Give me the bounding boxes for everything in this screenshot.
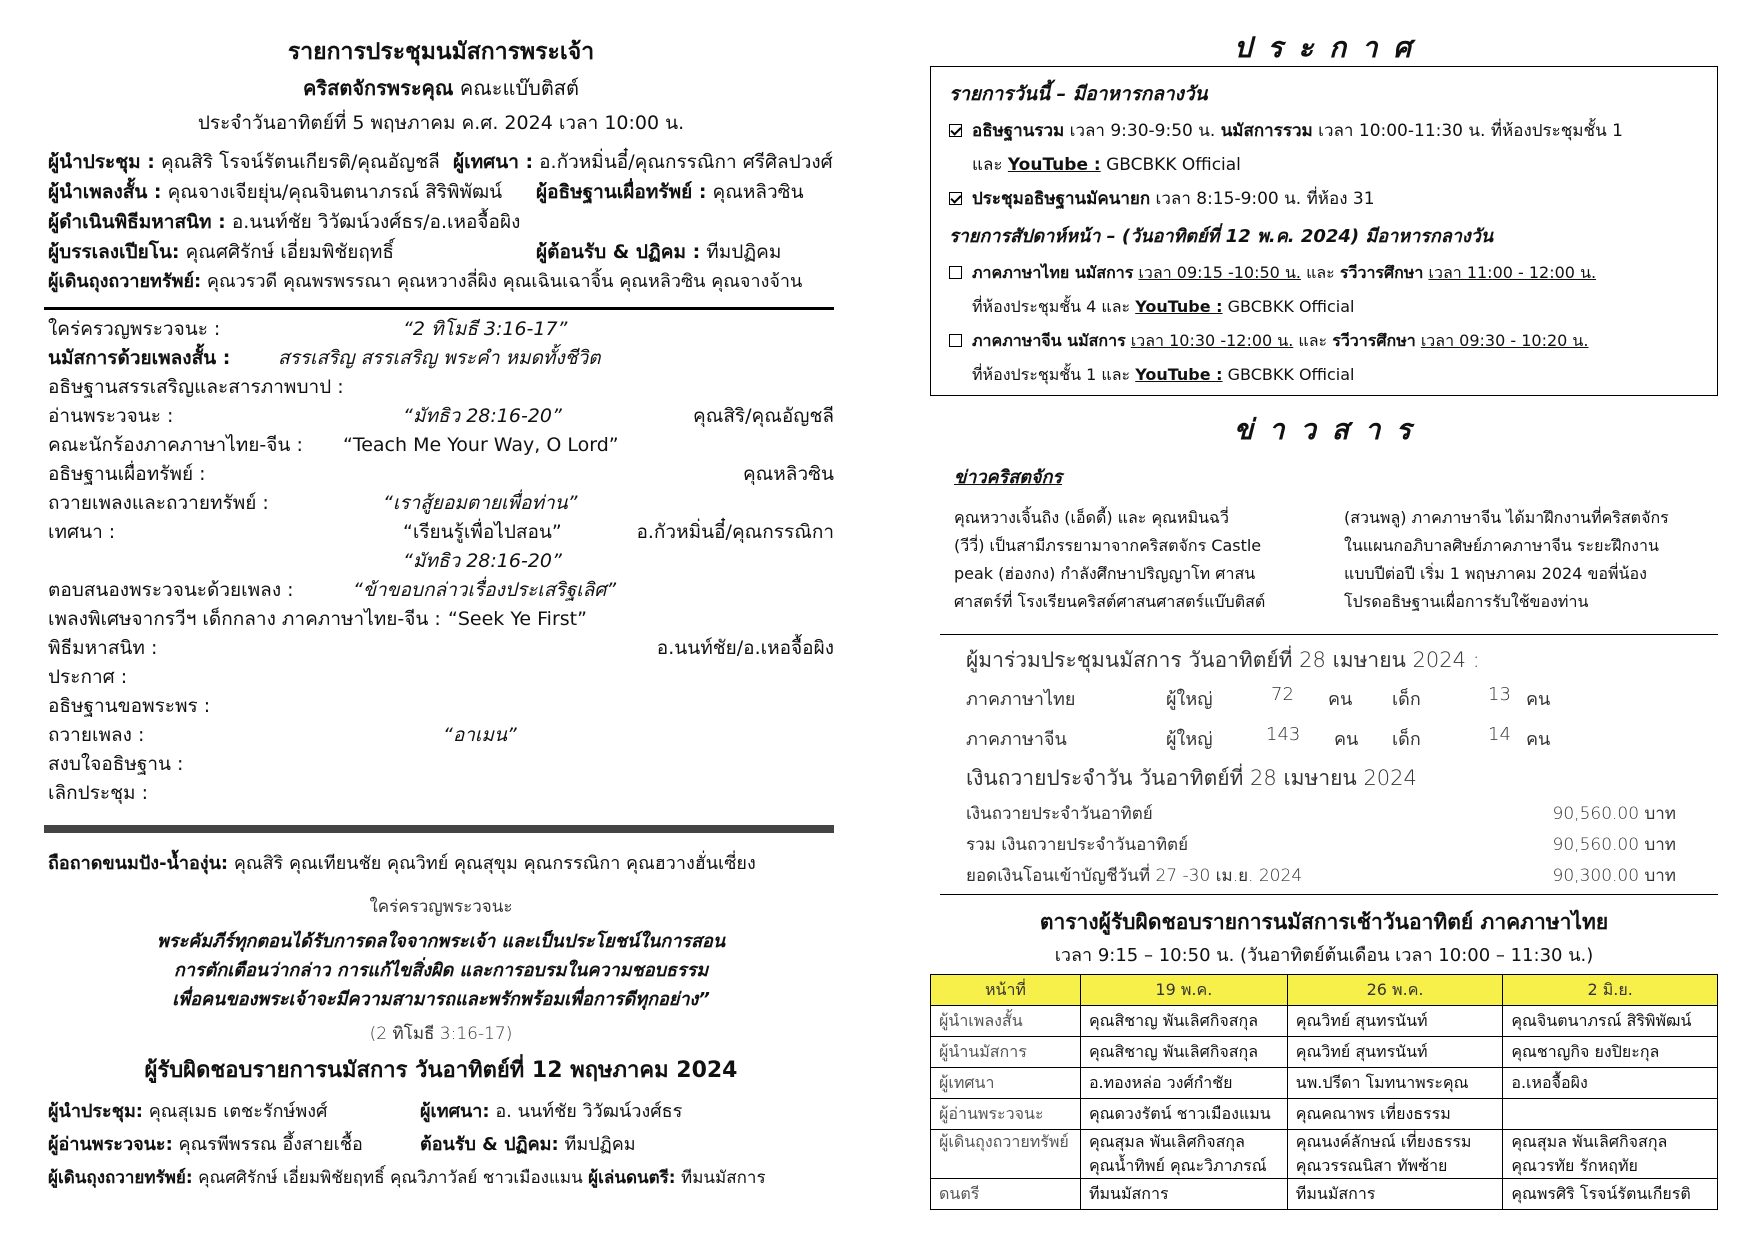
role-value: ทีมปฏิคม — [706, 241, 782, 263]
offering-row: ยอดเงินโอนเข้าบัญชีวันที่ 27 -30 เม.ย. 2024 90,300.00 บาท — [966, 866, 1676, 886]
next-role-row: ผู้อ่านพระวจนะ: คุณรพีพรรณ อึ้งสายเชื้อ ต้อนรับ & ปฏิคม: ทีมปฏิคม — [48, 1134, 636, 1155]
tray-row — [48, 850, 834, 878]
role-label: ผู้นำเพลงสั้น : — [48, 181, 162, 203]
table-row: ดนตรี ทีมนมัสการ ทีมนมัสการ คุณพรศิริ โรจน์รัตนเกียรติ — [931, 1179, 1718, 1210]
order-item: อธิษฐานขอพระพร : — [48, 695, 211, 717]
attendance-title: ผู้มาร่วมประชุมนมัสการ วันอาทิตย์ที่ 28 เมษายน 2024 : — [966, 648, 1480, 672]
service-title: รายการประชุมนมัสการพระเจ้า — [287, 39, 595, 65]
table-row: ผู้อ่านพระวจนะ คุณดวงรัตน์ ชาวเมืองแมน คุณคณาพร เที่ยงธรรม — [931, 1099, 1718, 1130]
church-name — [48, 72, 834, 104]
role-label: ผู้เทศนา : — [453, 151, 534, 173]
divider — [44, 307, 834, 310]
tray-value: คุณสิริ คุณเทียนชัย คุณวิทย์ คุณสุขุม คุณกรรณิกา คุณฮวางฮั่นเซี่ยง — [233, 853, 756, 874]
next-item: ภาคภาษาไทย นมัสการ เวลา 09:15 -10:50 น. และ รวีวารศึกษา เวลา 11:00 - 12:00 น. — [949, 261, 1596, 286]
verse-line: พระคัมภีร์ทุกตอนได้รับการดลใจจากพระเจ้า และเป็นประโยชน์ในการสอน — [156, 931, 726, 952]
next-item: ภาคภาษาจีน นมัสการ เวลา 10:30 -12:00 น. และ รวีวารศึกษา เวลา 09:30 - 10:20 น. — [949, 329, 1588, 354]
offering-row: รวม เงินถวายประจำวันอาทิตย์ 90,560.00 บาท — [966, 835, 1676, 855]
youtube-link[interactable]: YouTube : — [1007, 155, 1101, 175]
role-label: ผู้ดำเนินพิธีมหาสนิท : — [48, 211, 226, 233]
checkbox-checked-icon — [949, 124, 962, 137]
announce-title: ป ร ะ ก า ศ — [1233, 31, 1415, 64]
verse-heading: ใคร่ครวญพระวจนะ — [369, 897, 513, 917]
role-label: ผู้อธิษฐานเผื่อทรัพย์ : — [536, 181, 707, 203]
schedule-table — [930, 974, 1718, 1210]
church: คริสตจักรพระคุณ — [303, 76, 454, 100]
checkbox-empty-icon — [949, 266, 962, 279]
role-row — [48, 268, 834, 296]
church-news-heading: ข่าวคริสตจักร — [954, 467, 1063, 488]
youtube-link[interactable]: YouTube : — [1135, 365, 1223, 384]
next-week-heading: รายการสัปดาห์หน้า – (วันอาทิตย์ที่ 12 พ.ค. 2024) มีอาหารกลางวัน — [949, 226, 1494, 247]
today-heading: รายการวันนี้ – มีอาหารกลางวัน — [949, 83, 1208, 105]
service-date: ประจำวันอาทิตย์ที่ 5 พฤษภาคม ค.ศ. 2024 เวลา 10:00 น. — [197, 112, 685, 134]
denomination: คณะแบ๊บติสต์ — [459, 76, 579, 100]
divider — [940, 894, 1718, 895]
table-header-row — [931, 975, 1718, 1006]
offering-title: เงินถวายประจำวัน วันอาทิตย์ที่ 28 เมษายน 2024 — [966, 766, 1417, 790]
attendance-row: ภาคภาษาไทย ผู้ใหญ่ 72 คน เด็ก 13 คน — [966, 684, 1551, 710]
role-label: ผู้เดินถุงถวายทรัพย์: — [48, 271, 202, 292]
order-item: นมัสการด้วยเพลงสั้น : สรรเสริญ สรรเสริญ พระคำ หมดทั้งชีวิต — [48, 347, 601, 369]
youtube-link[interactable]: YouTube : — [1135, 297, 1223, 316]
divider — [940, 634, 1718, 635]
next-item-line2: ที่ห้องประชุมชั้น 1 และ YouTube : GBCBKK Official — [972, 365, 1355, 384]
order-item: อธิษฐานเผื่อทรัพย์ : คุณหลิวซิน — [48, 463, 834, 485]
news-col-2: (สวนพลู) ภาคภาษาจีน ได้มาฝึกงานที่คริสตจักร ในแผนกอภิบาลศิษย์ภาคภาษาจีน ระยะฝึกงาน แบบปีต่อปี เริ่ม 1 พฤษภาคม 2024 ขอพี่น้อง โปรดอธิษฐานเผื่อการรับใช้ของท่าน — [1344, 508, 1669, 611]
order-item: อธิษฐานสรรเสริญและสารภาพบาป : — [48, 376, 344, 398]
verse-line: การตักเตือนว่ากล่าว การแก้ไขสิ่งผิด และการอบรมในความชอบธรรม — [173, 960, 709, 981]
next-week-title: ผู้รับผิดชอบรายการนมัสการ วันอาทิตย์ที่ 12 พฤษภาคม 2024 — [144, 1058, 738, 1083]
role-value: คุณวรวดี คุณพรพรรณา คุณหวางลี่ผิง คุณเฉินเฉาจิ้น คุณหลิวซิน คุณจางจ้าน — [206, 271, 803, 292]
schedule-title: ตารางผู้รับผิดชอบรายการนมัสการเช้าวันอาทิตย์ ภาคภาษาไทย — [1039, 910, 1609, 934]
news-col-1: คุณหวางเจิ้นถิง (เอ็ดดี้) และ คุณหมินฉวี่ (วีวี่) เป็นสามีภรรยามาจากคริสตจักร Castle peak (ฮ่องกง) กำลังศึกษาปริญญาโท ศาสน ศาสตร์ที่ โรงเรียนคริสต์ศาสนศาสตร์แบ๊บติสต์ — [954, 508, 1266, 611]
order-item: เลิกประชุม : — [48, 782, 148, 804]
table-row: ผู้เดินถุงถวายทรัพย์ คุณสุมล พันเลิศกิจสกุล คุณน้ำทิพย์ คุณะวิภาภรณ์ คุณนงค์ลักษณ์ เที่ยงธรรม คุณวรรณนิสา ทัพซ้าย คุณสุมล พันเลิศกิจสกุล คุณวรทัย รักหฤทัย — [931, 1130, 1718, 1179]
role-label: ผู้บรรเลงเปียโน: — [48, 241, 180, 263]
announce-box — [930, 66, 1718, 396]
column-header: หน้าที่ — [931, 975, 1081, 1006]
checkbox-checked-icon — [949, 192, 962, 205]
today-item: อธิษฐานรวม เวลา 9:30-9:50 น. นมัสการรวม เวลา 10:00-11:30 น. ที่ห้องประชุมชั้น 1 — [949, 117, 1623, 144]
order-item: ประกาศ : — [48, 666, 128, 688]
order-item: “มัทธิว 28:16-20” — [403, 550, 562, 572]
order-item: พิธีมหาสนิท : อ.นนท์ชัย/อ.เหอจื้อผิง — [48, 637, 834, 659]
news-title: ข่ า ว ส า ร — [1233, 413, 1415, 446]
role-value: คุณศศิรักษ์ เอี่ยมพิชัยฤทธิ์ — [185, 241, 395, 263]
role-value: คุณจางเจียยุ่น/คุณจินตนาภรณ์ สิริพิพัฒน์ — [167, 181, 503, 203]
next-item-line2: ที่ห้องประชุมชั้น 4 และ YouTube : GBCBKK Official — [972, 297, 1355, 316]
column-header: 2 มิ.ย. — [1503, 975, 1718, 1006]
table-row: ผู้นำเพลงสั้น คุณสิชาญ พันเลิศกิจสกุล คุณวิทย์ สุนทรนันท์ คุณจินตนาภรณ์ สิริพิพัฒน์ — [931, 1006, 1718, 1037]
offering-row: เงินถวายประจำวันอาทิตย์ 90,560.00 บาท — [966, 804, 1676, 824]
order-item: ใคร่ครวญพระวจนะ : “2 ทิโมธี 3:16-17” — [48, 318, 568, 340]
column-header: 26 พ.ค. — [1287, 975, 1503, 1006]
tray-label: ถือถาดขนมปัง-น้ำองุ่น: — [48, 853, 229, 874]
order-item: เทศนา : “เรียนรู้เพื่อไปสอน” อ.กัวหมิ่นอี๋/คุณกรรณิกา — [48, 521, 834, 543]
order-item: เพลงพิเศษจากรวีฯ เด็กกลาง ภาคภาษาไทย-จีน : “Seek Ye First” — [48, 608, 587, 630]
column-header: 19 พ.ค. — [1080, 975, 1287, 1006]
order-item: คณะนักร้องภาคภาษาไทย-จีน : “Teach Me Your Way, O Lord” — [48, 434, 619, 456]
checkbox-empty-icon — [949, 334, 962, 347]
attendance-row: ภาคภาษาจีน ผู้ใหญ่ 143 คน เด็ก 14 คน — [966, 724, 1551, 750]
next-role-row: ผู้เดินถุงถวายทรัพย์: คุณศศิรักษ์ เอี่ยมพิชัยฤทธิ์ คุณวิภาวัลย์ ชาวเมืองแมน ผู้เล่นดนตรี: ทีมนมัสการ — [48, 1168, 766, 1188]
next-role-row: ผู้นำประชุม: คุณสุเมธ เตชะรักษ์พงศ์ ผู้เทศนา: อ. นนท์ชัย วิวัฒน์วงศ์ธร — [48, 1101, 683, 1122]
role-value: อ.นนท์ชัย วิวัฒน์วงศ์ธร/อ.เหอจื้อผิง — [231, 211, 521, 233]
role-row — [48, 238, 834, 266]
role-row — [48, 178, 834, 206]
table-row: ผู้เทศนา อ.ทองหล่อ วงศ์กำชัย นพ.ปรีดา โมทนาพระคุณ อ.เหอจื้อผิง — [931, 1068, 1718, 1099]
today-item: ประชุมอธิษฐานมัคนายก เวลา 8:15-9:00 น. ที่ห้อง 31 — [949, 185, 1375, 212]
role-row — [48, 208, 834, 236]
role-label: ผู้นำประชุม : — [48, 151, 155, 173]
today-item-line2: และ YouTube : GBCBKK Official — [972, 155, 1241, 175]
order-item: ตอบสนองพระวจนะด้วยเพลง : “ข้าขอบกล่าวเรื่องประเสริฐเลิศ” — [48, 579, 617, 601]
role-label: ผู้ต้อนรับ & ปฏิคม : — [536, 241, 701, 263]
verse-reference: (2 ทิโมธี 3:16-17) — [369, 1024, 513, 1044]
order-item: ถวายเพลง : “อาเมน” — [48, 724, 517, 746]
order-item: อ่านพระวจนะ : “มัทธิว 28:16-20” คุณสิริ/คุณอัญชลี — [48, 405, 834, 427]
schedule-subtitle: เวลา 9:15 – 10:50 น. (วันอาทิตย์ต้นเดือน เวลา 10:00 – 11:30 น.) — [1054, 945, 1594, 966]
order-item: สงบใจอธิษฐาน : — [48, 753, 184, 775]
role-row — [48, 148, 834, 176]
verse-line: เพื่อคนของพระเจ้าจะมีความสามารถและพรักพร้อมเพื่อการดีทุกอย่าง” — [172, 989, 710, 1010]
role-value: อ.กัวหมิ่นอี๋/คุณกรรณิกา ศรีศิลปวงศ์ — [539, 151, 833, 173]
table-row: ผู้นำนมัสการ คุณสิชาญ พันเลิศกิจสกุล คุณวิทย์ สุนทรนันท์ คุณชาญกิจ ยงปิยะกุล — [931, 1037, 1718, 1068]
order-item: ถวายเพลงและถวายทรัพย์ : “เราสู้ยอมตายเพื่อท่าน” — [48, 492, 578, 514]
role-value: คุณสิริ โรจน์รัตนเกียรติ/คุณอัญชลี — [160, 151, 440, 173]
role-value: คุณหลิวซิน — [712, 181, 804, 203]
thick-divider — [44, 825, 834, 833]
